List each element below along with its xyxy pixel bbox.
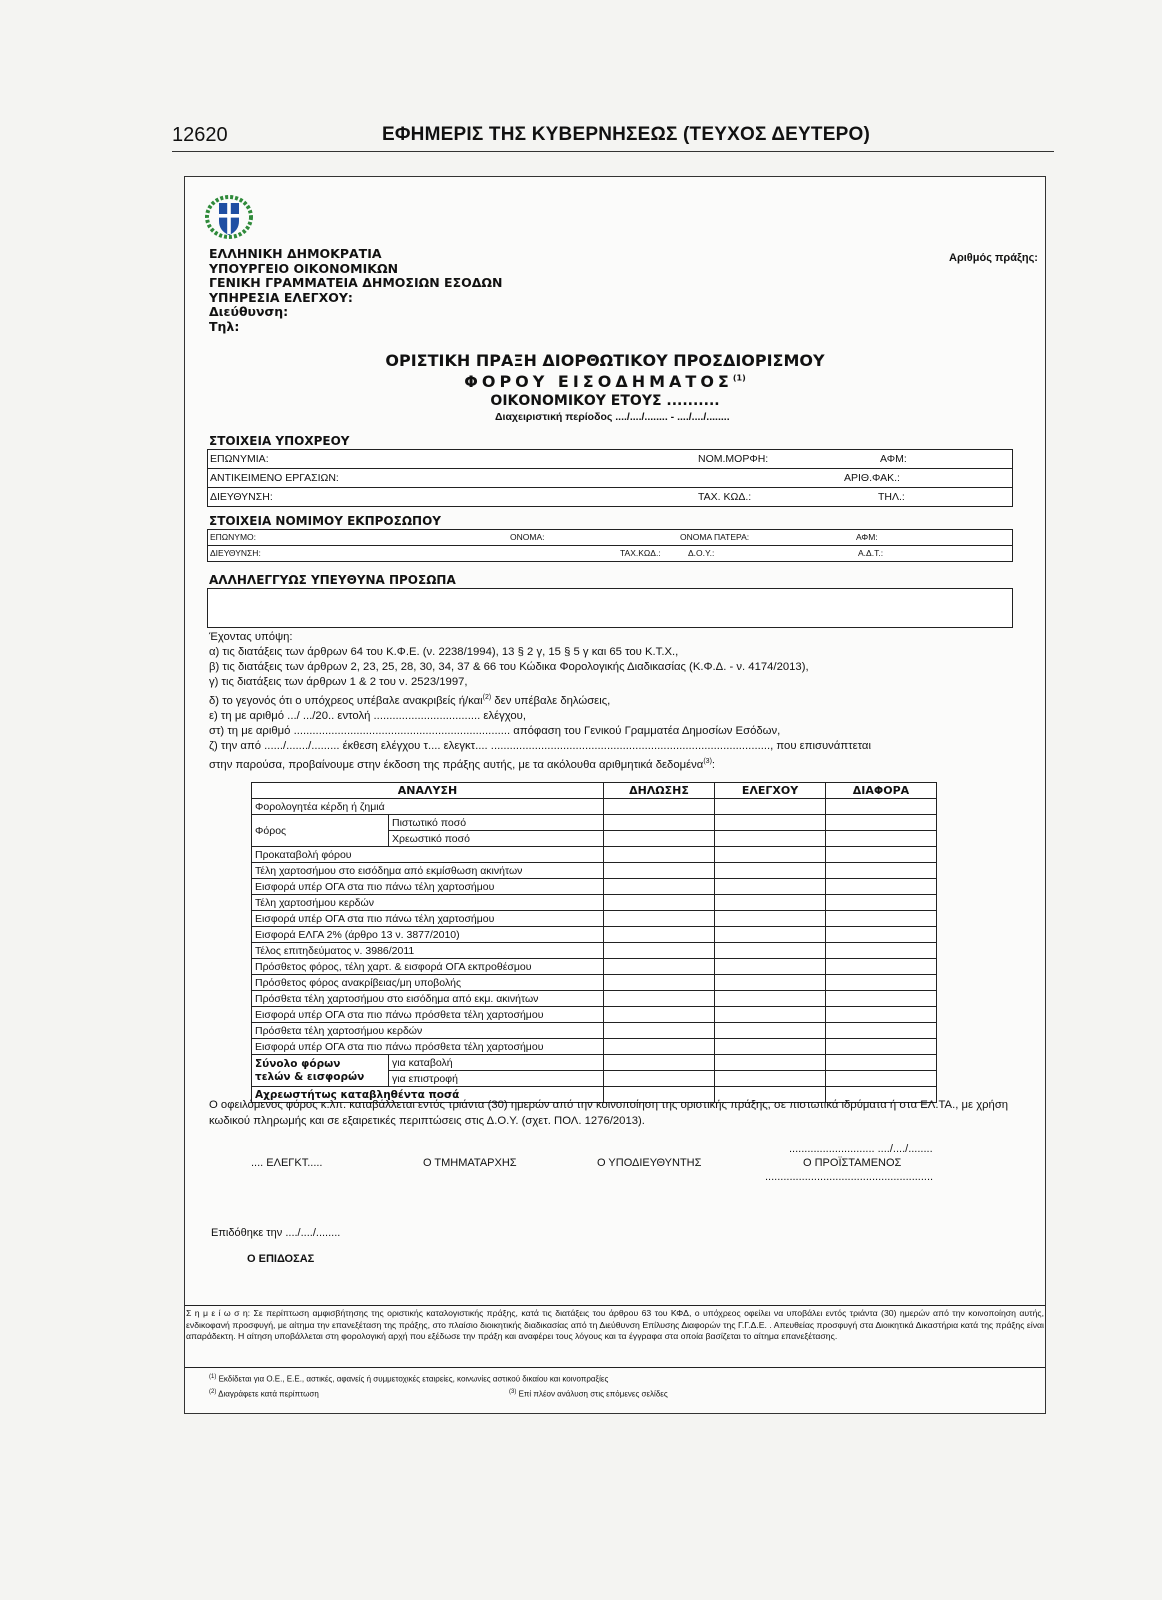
sig-head: Ο ΠΡΟΪΣΤΑΜΕΝΟΣ	[803, 1157, 902, 1169]
cell-audit	[715, 1023, 826, 1039]
cell-audit	[715, 959, 826, 975]
consideration-a: α) τις διατάξεις των άρθρων 64 του Κ.Φ.Ε. (ν. 2238/1994), 13 § 2 γ, 15 § 5 γ και 65 του Κ.Τ.Χ.,	[209, 646, 679, 658]
representative-box	[207, 529, 1013, 562]
cell-difference	[826, 959, 937, 975]
cell-audit	[715, 927, 826, 943]
cell-declared	[604, 799, 715, 815]
table-row	[252, 975, 937, 991]
rep-zip-label: ΤΑΧ.ΚΩΔ.:	[620, 548, 661, 558]
table-row	[252, 815, 937, 831]
served-date: Επιδόθηκε την ..../..../........	[211, 1227, 341, 1239]
sig-date-line: ............................ ..../..../........	[789, 1143, 933, 1155]
footnote-ref-3: (3)	[703, 757, 712, 765]
row-label: Αχρεωστήτως καταβληθέντα ποσά	[252, 1087, 604, 1103]
tax-analysis-table	[251, 782, 937, 1103]
row-label: Εισφορά υπέρ ΟΓΑ στα πιο πάνω τέλη χαρτοσήμου	[252, 879, 604, 895]
cell-audit	[715, 991, 826, 1007]
cell-difference	[826, 975, 937, 991]
row-label: Πρόσθετος φόρος ανακρίβειας/μη υποβολής	[252, 975, 604, 991]
cell-declared	[604, 831, 715, 847]
taxpayer-phone-label: ΤΗΛ.:	[878, 491, 905, 503]
signatures	[185, 1143, 1045, 1189]
cell-difference	[826, 799, 937, 815]
authority-ministry: ΥΠΟΥΡΓΕΙΟ ΟΙΚΟΝΟΜΙΚΩΝ	[209, 260, 399, 276]
taxpayer-file-no-label: ΑΡΙΘ.ΦΑΚ.:	[844, 472, 900, 484]
cell-difference	[826, 943, 937, 959]
row-label: Εισφορά ΕΛΓΑ 2% (άρθρο 13 ν. 3877/2010)	[252, 927, 604, 943]
taxpayer-afm-label: ΑΦΜ:	[880, 453, 907, 465]
considerations-intro: Έχοντας υπόψη:	[209, 631, 293, 643]
header-rule	[172, 151, 1054, 152]
greek-emblem-icon	[205, 195, 253, 239]
sig-head-line: .......................................................	[765, 1171, 934, 1183]
rep-surname-label: ΕΠΩΝΥΜΟ:	[210, 532, 257, 542]
cell-difference	[826, 1071, 937, 1087]
row-label: Τέλη χαρτοσήμου στο εισόδημα από εκμίσθωση ακινήτων	[252, 863, 604, 879]
row-label: Εισφορά υπέρ ΟΓΑ στα πιο πάνω πρόσθετα τέλη χαρτοσήμου	[252, 1039, 604, 1055]
sig-section-head: Ο ΤΜΗΜΑΤΑΡΧΗΣ	[423, 1157, 517, 1169]
cell-audit	[715, 911, 826, 927]
rep-father-label: ΟΝΟΜΑ ΠΑΤΕΡΑ:	[680, 532, 750, 542]
table-row	[252, 991, 937, 1007]
cell-difference	[826, 927, 937, 943]
consideration-c: γ) τις διατάξεις των άρθρων 1 & 2 του ν. 2523/1997,	[209, 676, 468, 688]
cell-difference	[826, 991, 937, 1007]
taxpayer-row-1	[208, 450, 1012, 469]
table-row	[252, 943, 937, 959]
consideration-b: β) τις διατάξεις των άρθρων 2, 23, 25, 28, 30, 34, 37 & 66 του Κώδικα Φορολογικής Διαδικασίας (Κ.Φ.Δ. - ν. 4174/2013),	[209, 661, 809, 673]
table-header-row	[252, 783, 937, 799]
rep-afm-label: ΑΦΜ:	[856, 532, 878, 542]
cell-declared	[604, 943, 715, 959]
title-line-1: ΟΡΙΣΤΙΚΗ ΠΡΑΞΗ ΔΙΟΡΘΩΤΙΚΟΥ ΠΡΟΣΔΙΟΡΙΣΜΟΥ	[385, 351, 825, 370]
row-label: Προκαταβολή φόρου	[252, 847, 604, 863]
cell-declared	[604, 895, 715, 911]
representative-row-2	[208, 546, 1012, 561]
cell-declared	[604, 1055, 715, 1071]
taxpayer-legal-form-label: ΝΟΜ.ΜΟΡΦΗ:	[698, 453, 769, 465]
deliverer-label: Ο ΕΠΙΔΟΣΑΣ	[247, 1253, 315, 1265]
considerations	[209, 630, 1029, 773]
payment-note: Ο οφειλόμενος φόρος κ.λπ. καταβάλλεται εντός τριάντα (30) ημερών από την κοινοποίηση της οριστικής πράξης, σε πιστωτικά ιδρύματα ή στα ΕΛ.ΤΑ., με χρήση κωδικού πληρωμής και σε εξαιρετικές περιπτώσεις στις Δ.Ο.Υ. (σχετ. ΠΟΛ. 1276/2013).	[209, 1099, 1009, 1127]
cell-difference	[826, 863, 937, 879]
cell-audit	[715, 831, 826, 847]
cell-difference	[826, 1023, 937, 1039]
authority-secretariat: ΓΕΝΙΚΗ ΓΡΑΜΜΑΤΕΙΑ ΔΗΜΟΣΙΩΝ ΕΣΟΔΩΝ	[209, 275, 503, 290]
consideration-e: ε) τη με αριθμό .../ .../20.. εντολή .................................. ελέγχου,	[209, 709, 526, 722]
authority-audit-service: ΥΠΗΡΕΣΙΑ ΕΛΕΓΧΟΥ:	[209, 289, 353, 305]
row-label: Τέλη χαρτοσήμου κερδών	[252, 895, 604, 911]
title-line-2: ΦΟΡΟΥ ΕΙΣΟΔΗΜΑΤΟΣ$^{(1)}$	[464, 372, 746, 391]
cell-audit	[715, 975, 826, 991]
row-label: Πρόσθετος φόρος, τέλη χαρτ. & εισφορά ΟΓΑ εκπροθέσμου	[252, 959, 604, 975]
table-row	[252, 863, 937, 879]
footnote-ref-2: (2)	[482, 694, 492, 701]
act-number-label: Αριθμός πράξης:	[949, 252, 1038, 264]
footnote-2-3: $^{(2)}$ Διαγράφετε κατά περίπτωση $^{(3)}$ Επί πλέον ανάλυση στις επόμενες σελίδες	[209, 1388, 668, 1399]
table-row	[252, 895, 937, 911]
header-declared: ΔΗΛΩΣΗΣ	[604, 783, 715, 799]
gazette-title: ΕΦΗΜΕΡΙΣ ΤΗΣ ΚΥΒΕΡΝΗΣΕΩΣ (ΤΕΥΧΟΣ ΔΕΥΤΕΡΟ)	[382, 124, 870, 145]
jointly-liable-title: ΑΛΛΗΛΕΓΓΥΩΣ ΥΠΕΥΘΥΝΑ ΠΡΟΣΩΠΑ	[209, 573, 456, 587]
considerations-final: στην παρούσα, προβαίνουμε στην έκδοση της πράξης αυτής, με τα ακόλουθα αριθμητικά δεδομένα$^{(3)}$:	[209, 757, 716, 771]
cell-difference	[826, 911, 937, 927]
authority-phone: Τηλ:	[209, 318, 240, 334]
cell-audit	[715, 847, 826, 863]
row-label: Πρόσθετα τέλη χαρτοσήμου κερδών	[252, 1023, 604, 1039]
footnote-1: $^{(1)}$ Εκδίδεται για Ο.Ε., Ε.Ε., αστικές, αφανείς ή συμμετοχικές εταιρείες, κοινωνίες αστικού δικαίου και κοινοπραξίες	[209, 1374, 609, 1384]
table-row	[252, 879, 937, 895]
row-sublabel: για καταβολή	[389, 1055, 604, 1071]
taxpayer-surname-label: ΕΠΩΝΥΜΙΑ:	[210, 453, 269, 465]
header-analysis: ΑΝΑΛΥΣΗ	[252, 783, 604, 799]
cell-audit	[715, 863, 826, 879]
cell-declared	[604, 911, 715, 927]
row-label: Τέλος επιτηδεύματος ν. 3986/2011	[252, 943, 604, 959]
taxpayer-section-title: ΣΤΟΙΧΕΙΑ ΥΠΟΧΡΕΟΥ	[209, 434, 350, 448]
cell-audit	[715, 799, 826, 815]
row-total-label: Σύνολο φόρων τελών & εισφορών	[252, 1055, 389, 1087]
table-row	[252, 1007, 937, 1023]
cell-audit	[715, 1055, 826, 1071]
row-label: Εισφορά υπέρ ΟΓΑ στα πιο πάνω πρόσθετα τέλη χαρτοσήμου	[252, 1007, 604, 1023]
representative-row-1	[208, 530, 1012, 546]
cell-audit	[715, 895, 826, 911]
issuing-authority	[209, 247, 503, 334]
representative-section-title: ΣΤΟΙΧΕΙΑ ΝΟΜΙΜΟΥ ΕΚΠΡΟΣΩΠΟΥ	[209, 514, 441, 528]
page-number: 12620	[172, 124, 228, 146]
tax-assessment-form	[184, 176, 1046, 1414]
cell-declared	[604, 863, 715, 879]
footnote-references	[209, 1371, 1029, 1398]
rep-adt-label: Α.Δ.Τ.:	[858, 548, 884, 558]
taxpayer-row-3	[208, 488, 1012, 506]
cell-declared	[604, 975, 715, 991]
taxpayer-address-label: ΔΙΕΥΘΥΝΣΗ:	[210, 491, 273, 503]
footnote-ref-1: (1)	[732, 373, 746, 383]
cell-difference	[826, 1039, 937, 1055]
taxpayer-activity-label: ΑΝΤΙΚΕΙΜΕΝΟ ΕΡΓΑΣΙΩΝ:	[210, 472, 339, 484]
consideration-z: ζ) την από ....../......./......... έκθεση ελέγχου τ.... ελεγκτ.... ........................................................................................., που επισυνάπτεται	[209, 739, 871, 752]
taxpayer-zip-label: ΤΑΧ. ΚΩΔ.:	[698, 491, 752, 503]
title-fiscal-year: ΟΙΚΟΝΟΜΙΚΟΥ ΕΤΟΥΣ ..........	[490, 393, 720, 409]
row-label: Εισφορά υπέρ ΟΓΑ στα πιο πάνω τέλη χαρτοσήμου	[252, 911, 604, 927]
cell-audit	[715, 815, 826, 831]
table-row	[252, 847, 937, 863]
title-period: Διαχειριστική περίοδος ..../..../........ - ..../..../........	[495, 411, 730, 423]
rep-address-label: ΔΙΕΥΘΥΝΣΗ:	[210, 548, 261, 558]
header-difference: ΔΙΑΦΟΡΑ	[826, 783, 937, 799]
table-row	[252, 799, 937, 815]
row-sublabel: για επιστροφή	[389, 1071, 604, 1087]
cell-difference	[826, 831, 937, 847]
form-title	[345, 351, 865, 423]
table-row	[252, 1023, 937, 1039]
cell-difference	[826, 815, 937, 831]
cell-difference	[826, 879, 937, 895]
cell-difference	[826, 1055, 937, 1071]
page-header	[172, 124, 1052, 150]
appeal-note: Σ η μ ε ί ω σ η: Σε περίπτωση αμφισβήτησης της οριστικής καταλογιστικής πράξης, κατά τις διατάξεις του άρθρου 63 του ΚΦΔ, ο υπόχρεος οφείλει να υποβάλει εντός τριάντα (30) ημερών από την κοινοποίηση αυτής, ενδικοφανή προσφυγή, με αίτημα την επανεξέταση της πράξης, στο πλαίσιο διοικητικής διαδικασίας από τη Διεύθυνση Επίλυσης Διαφορών της Γ.Γ.Δ.Ε. . Απευθείας προσφυγή στα Διοικητικά Δικαστήρια κατά της πράξης είναι απαράδεκτη. Η αίτηση υποβάλλεται στη φορολογική αρχή που εξέδωσε την πράξη και αναφέρει τους λόγους και τα έγγραφα στα οποία βασίζεται το αίτημα επανεξέτασης.	[185, 1305, 1045, 1343]
cell-declared	[604, 1007, 715, 1023]
header-audit: ΕΛΕΓΧΟΥ	[715, 783, 826, 799]
cell-declared	[604, 991, 715, 1007]
consideration-d: δ) το γεγονός ότι ο υπόχρεος υπέβαλε ανακριβείς ή/και$^{(2)}$ δεν υπέβαλε δηλώσεις,	[209, 694, 611, 707]
table-row	[252, 959, 937, 975]
cell-difference	[826, 1007, 937, 1023]
table-row	[252, 1055, 937, 1071]
table-row	[252, 911, 937, 927]
authority-address: Διεύθυνση:	[209, 304, 289, 319]
table-row	[252, 1039, 937, 1055]
rep-name-label: ΟΝΟΜΑ:	[510, 532, 545, 542]
cell-audit	[715, 1007, 826, 1023]
cell-audit	[715, 943, 826, 959]
jointly-liable-box	[207, 588, 1013, 628]
taxpayer-box	[207, 449, 1013, 507]
row-sublabel: Χρεωστικό ποσό	[389, 831, 604, 847]
row-label: Φορολογητέα κέρδη ή ζημιά	[252, 799, 604, 815]
sig-deputy-director: Ο ΥΠΟΔΙΕΥΘΥΝΤΗΣ	[597, 1157, 702, 1169]
cell-declared	[604, 1071, 715, 1087]
cell-declared	[604, 1023, 715, 1039]
cell-declared	[604, 847, 715, 863]
cell-difference	[826, 847, 937, 863]
consideration-st: στ) τη με αριθμό ..................................................................... απόφαση του Γενικού Γραμματέα Δημοσίων Εσόδων,	[209, 724, 781, 737]
sig-auditor: .... ΕΛΕΓΚΤ.....	[251, 1157, 323, 1169]
row-label: Πρόσθετα τέλη χαρτοσήμου στο εισόδημα από εκμ. ακινήτων	[252, 991, 604, 1007]
table-item-rows	[252, 847, 937, 1055]
cell-audit	[715, 1039, 826, 1055]
taxpayer-row-2	[208, 469, 1012, 488]
table-row	[252, 927, 937, 943]
footnote-separator	[185, 1367, 1045, 1368]
cell-declared	[604, 927, 715, 943]
cell-declared	[604, 879, 715, 895]
cell-declared	[604, 815, 715, 831]
cell-difference	[826, 895, 937, 911]
row-sublabel: Πιστωτικό ποσό	[389, 815, 604, 831]
cell-declared	[604, 959, 715, 975]
cell-audit	[715, 879, 826, 895]
cell-audit	[715, 1071, 826, 1087]
row-label: Φόρος	[252, 815, 389, 847]
rep-doy-label: Δ.Ο.Υ.:	[688, 548, 715, 558]
authority-republic: ΕΛΛΗΝΙΚΗ ΔΗΜΟΚΡΑΤΙΑ	[209, 246, 382, 261]
cell-declared	[604, 1039, 715, 1055]
